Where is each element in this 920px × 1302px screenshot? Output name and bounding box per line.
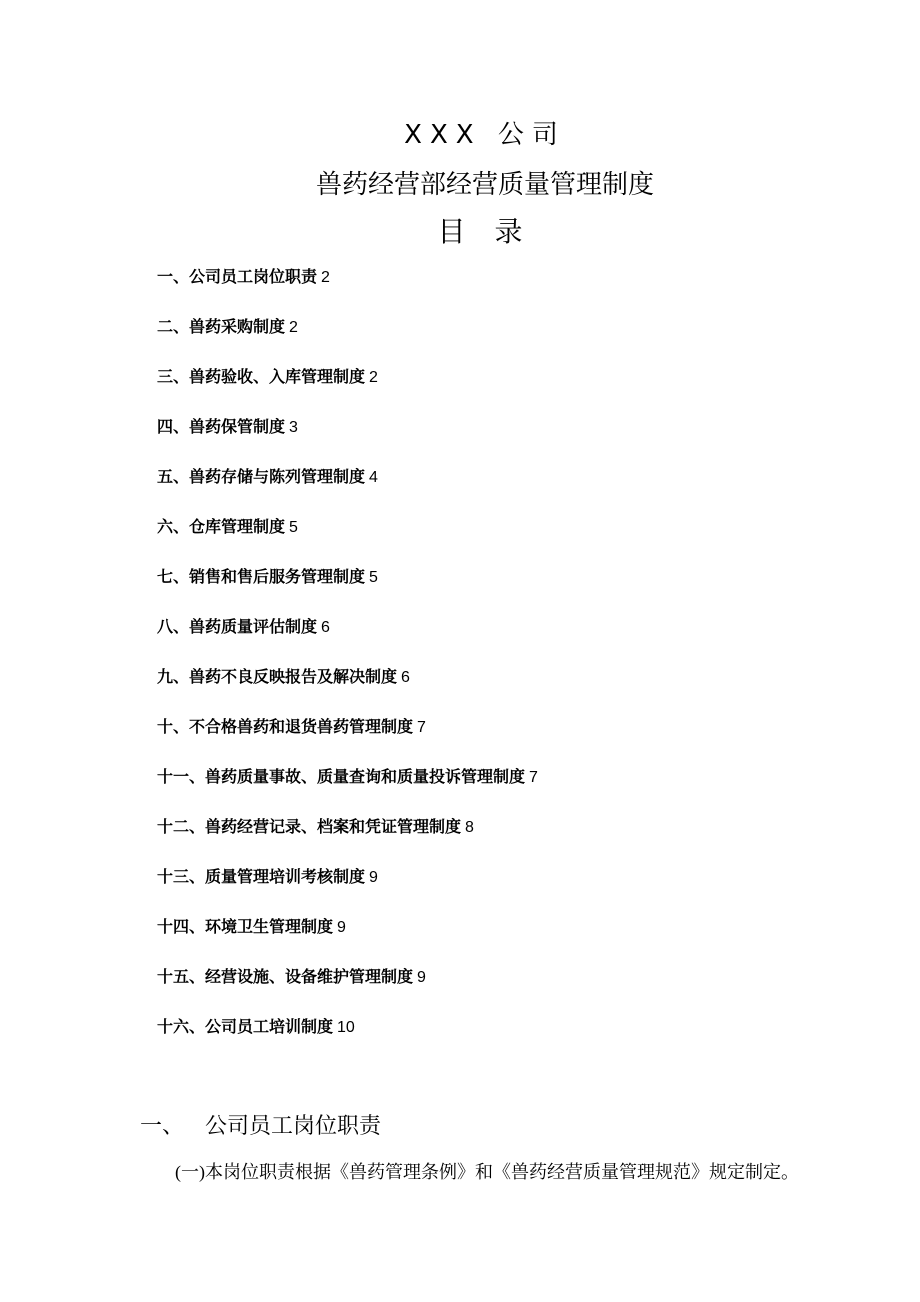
toc-entry	[157, 317, 538, 367]
toc-entry-page: 3	[289, 419, 298, 436]
toc-entry	[157, 917, 538, 967]
toc-entry	[157, 367, 538, 417]
toc-entry-label: 十三、质量管理培训考核制度	[157, 867, 366, 886]
toc-entry-page: 9	[417, 969, 426, 986]
toc-entry-label: 六、仓库管理制度	[157, 517, 286, 536]
toc-entry	[157, 517, 538, 567]
company-name: XXX 公司	[404, 120, 566, 150]
toc-entry-label: 十四、环境卫生管理制度	[157, 917, 334, 936]
toc-entry	[157, 967, 538, 1017]
toc-entry-label: 十二、兽药经营记录、档案和凭证管理制度	[157, 817, 462, 836]
toc-entry	[157, 717, 538, 767]
section-title: 公司员工岗位职责	[205, 1114, 382, 1139]
toc-entry-label: 二、兽药采购制度	[157, 317, 286, 336]
toc-heading: 目 录	[437, 215, 533, 248]
toc-entry-page: 2	[321, 269, 330, 286]
toc-entry-label: 四、兽药保管制度	[157, 417, 286, 436]
toc-entry	[157, 267, 538, 317]
toc-entry	[157, 467, 538, 517]
section-paragraph: (一)本岗位职责根据《兽药管理条例》和《兽药经营质量管理规范》规定制定。	[175, 1162, 799, 1182]
toc-entry-page: 6	[401, 669, 410, 686]
toc-entry-label: 五、兽药存储与陈列管理制度	[157, 467, 366, 486]
toc-entry-label: 十六、公司员工培训制度	[157, 1017, 334, 1036]
section-number: 一、	[140, 1114, 185, 1139]
toc-entry-page: 6	[321, 619, 330, 636]
toc-entry-label: 九、兽药不良反映报告及解决制度	[157, 667, 398, 686]
table-of-contents	[157, 267, 538, 1067]
toc-entry	[157, 617, 538, 667]
toc-entry-label: 八、兽药质量评估制度	[157, 617, 318, 636]
toc-entry-label: 十、不合格兽药和退货兽药管理制度	[157, 717, 414, 736]
toc-entry-page: 2	[369, 369, 378, 386]
toc-entry-page: 9	[369, 869, 378, 886]
toc-entry-page: 9	[337, 919, 346, 936]
toc-entry-page: 8	[465, 819, 474, 836]
toc-entry	[157, 817, 538, 867]
toc-entry-page: 4	[369, 469, 378, 486]
toc-entry-page: 7	[417, 719, 426, 736]
toc-entry-page: 5	[289, 519, 298, 536]
toc-entry	[157, 667, 538, 717]
document-title: 兽药经营部经营质量管理制度	[315, 170, 654, 200]
toc-entry	[157, 567, 538, 617]
toc-entry-label: 三、兽药验收、入库管理制度	[157, 367, 366, 386]
toc-entry-label: 十一、兽药质量事故、质量查询和质量投诉管理制度	[157, 767, 526, 786]
toc-entry-label: 十五、经营设施、设备维护管理制度	[157, 967, 414, 986]
toc-entry	[157, 767, 538, 817]
toc-entry-label: 一、公司员工岗位职责	[157, 267, 318, 286]
toc-entry-page: 10	[337, 1019, 355, 1036]
toc-entry-page: 5	[369, 569, 378, 586]
toc-entry	[157, 417, 538, 467]
toc-entry	[157, 867, 538, 917]
toc-entry-page: 7	[529, 769, 538, 786]
toc-entry	[157, 1017, 538, 1067]
toc-entry-page: 2	[289, 319, 298, 336]
section-heading	[140, 1113, 381, 1141]
toc-entry-label: 七、销售和售后服务管理制度	[157, 567, 366, 586]
